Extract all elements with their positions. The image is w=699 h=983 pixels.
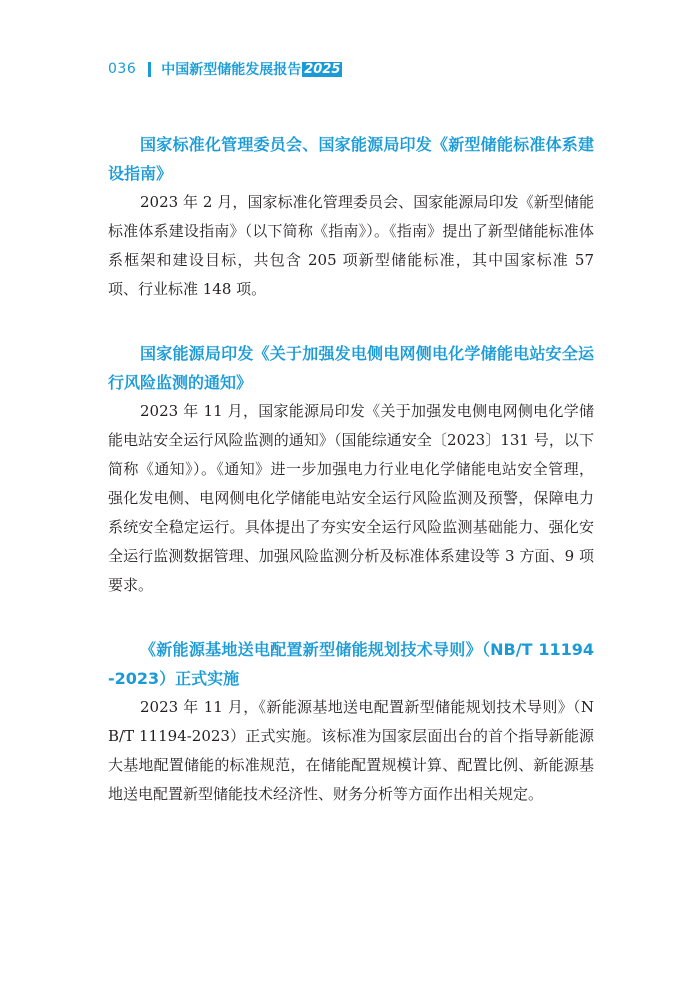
section-safety-monitoring-notice (108, 339, 594, 600)
header-divider (148, 62, 151, 77)
section-standards-guide (108, 130, 594, 304)
section-planning-guideline (108, 635, 594, 809)
running-header (108, 58, 342, 80)
report-title: 中国新型储能发展报告 (161, 62, 302, 78)
section-gap (108, 304, 594, 339)
section-title: 国家标准化管理委员会、国家能源局印发《新型储能标准体系建设指南》 (108, 135, 594, 183)
section-body: 2023 年 2 月，国家标准化管理委员会、国家能源局印发《新型储能标准体系建设指南》（以下简称《指南》）。《指南》提出了新型储能标准体系框架和建设目标，共包含 205 项新型储能标准，其中国家标准 57 项、行业标准 148 项。 (108, 193, 594, 298)
section-body: 2023 年 11 月，《新能源基地送电配置新型储能规划技术导则》（NB/T 11194-2023）正式实施。该标准为国家层面出台的首个指导新能源大基地配置储能的标准规范，在储能配置规模计算、配置比例、新能源基地送电配置新型储能技术经济性、财务分析等方面作出相关规定。 (108, 698, 594, 803)
page-content (108, 130, 594, 809)
section-title: 《新能源基地送电配置新型储能规划技术导则》（NB/T 11194-2023）正式实施 (108, 640, 594, 688)
section-body: 2023 年 11 月，国家能源局印发《关于加强发电侧电网侧电化学储能电站安全运行风险监测的通知》（国能综通安全〔2023〕131 号，以下简称《通知》）。《通知》进一步加强电力行业电化学储能电站安全管理，强化发电侧、电网侧电化学储能电站安全运行风险监测及预警，保障电力系统安全稳定运行。具体提出了夯实安全运行风险监测基础能力、强化安全运行监测数据管理、加强风险监测分析及标准体系建设等 3 方面、9 项要求。 (108, 402, 594, 594)
report-year-badge: 2025 (304, 61, 341, 77)
section-gap (108, 600, 594, 635)
page-number: 036 (108, 61, 137, 77)
section-title: 国家能源局印发《关于加强发电侧电网侧电化学储能电站安全运行风险监测的通知》 (108, 344, 594, 392)
